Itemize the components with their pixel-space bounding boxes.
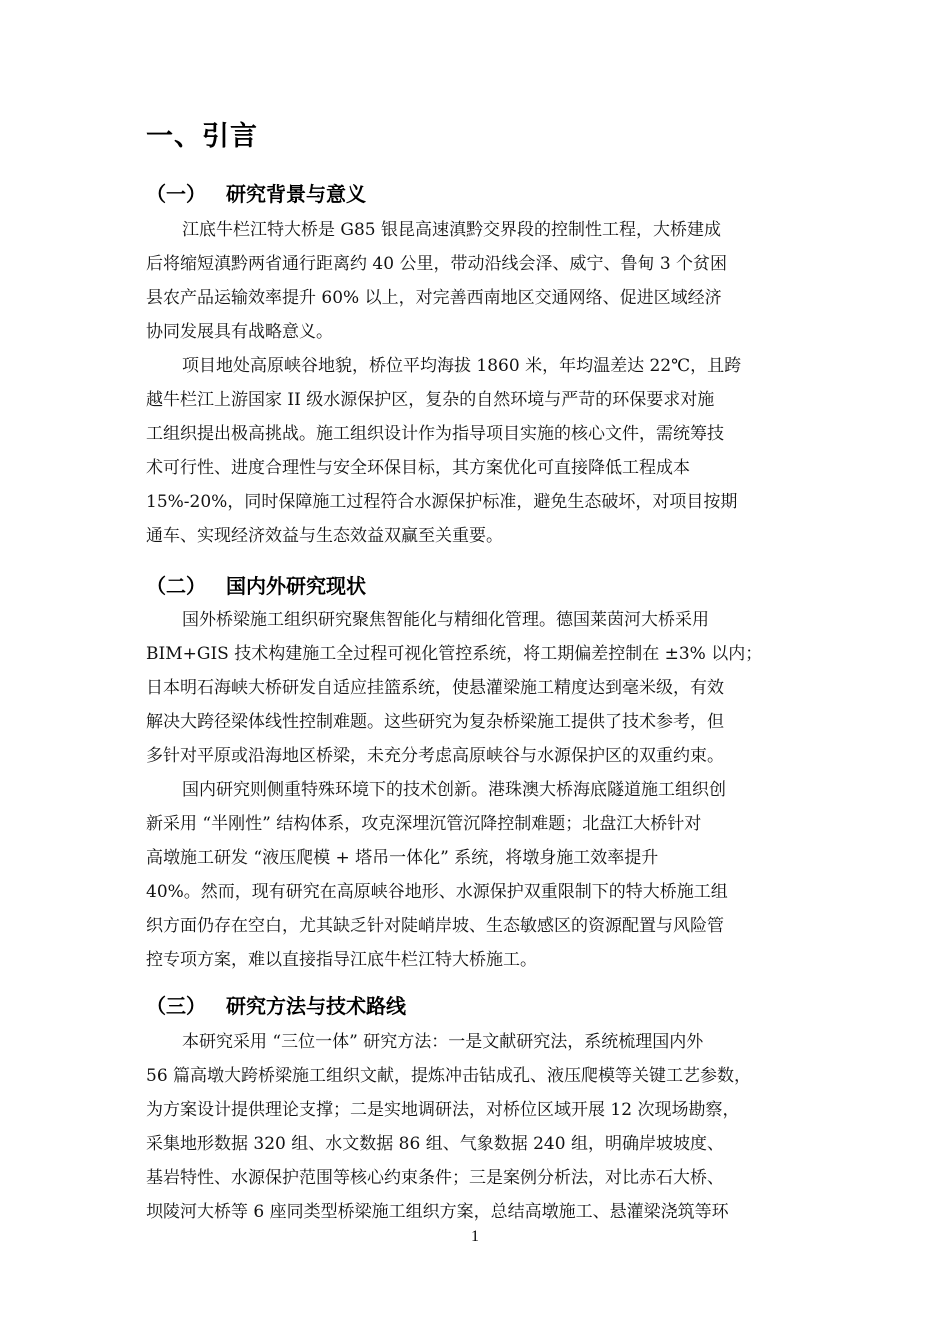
paragraph-line: 高墩施工研发 “液压爬模 + 塔吊一体化” 系统，将墩身施工效率提升 (146, 848, 659, 868)
paragraph-line: 江底牛栏江特大桥是 G85 银昆高速滇黔交界段的控制性工程，大桥建成 (182, 220, 722, 240)
section-number: （二） (146, 574, 206, 598)
paragraph-line: 日本明石海峡大桥研发自适应挂篮系统，使悬灌梁施工精度达到毫米级，有效 (146, 678, 724, 698)
paragraph-line: 县农产品运输效率提升 60% 以上，对完善西南地区交通网络、促进区域经济 (146, 288, 722, 308)
paragraph-line: 为方案设计提供理论支撑；二是实地调研法，对桥位区域开展 12 次现场勘察， (146, 1100, 740, 1120)
paragraph-line: 术可行性、进度合理性与安全环保目标，其方案优化可直接降低工程成本 (146, 458, 690, 478)
paragraph-line: 基岩特性、水源保护范围等核心约束条件；三是案例分析法，对比赤石大桥、 (146, 1168, 724, 1188)
section-number: （三） (146, 994, 206, 1018)
paragraph-line: 控专项方案，难以直接指导江底牛栏江特大桥施工。 (146, 950, 537, 970)
page-number: 1 (471, 1228, 479, 1245)
paragraph-line: 后将缩短滇黔两省通行距离约 40 公里，带动沿线会泽、威宁、鲁甸 3 个贫困 (146, 254, 728, 274)
section-heading-methods (146, 990, 406, 1019)
paragraph-line: 坝陵河大桥等 6 座同类型桥梁施工组织方案，总结高墩施工、悬灌梁浇筑等环 (146, 1202, 729, 1222)
paragraph-line: 解决大跨径梁体线性控制难题。这些研究为复杂桥梁施工提供了技术参考，但 (146, 712, 724, 732)
paragraph-line: 协同发展具有战略意义。 (146, 322, 333, 342)
section-title: 国内外研究现状 (226, 574, 366, 598)
paragraph-line: 新采用 “半刚性” 结构体系，攻克深埋沉管沉降控制难题；北盘江大桥针对 (146, 814, 702, 834)
paragraph-line: 本研究采用 “三位一体” 研究方法：一是文献研究法，系统梳理国内外 (182, 1032, 704, 1052)
paragraph-line: 国内研究则侧重特殊环境下的技术创新。港珠澳大桥海底隧道施工组织创 (182, 780, 726, 800)
paragraph-line: 工组织提出极高挑战。施工组织设计作为指导项目实施的核心文件，需统筹技 (146, 424, 724, 444)
paragraph-line: 采集地形数据 320 组、水文数据 86 组、气象数据 240 组，明确岸坡坡度、 (146, 1134, 724, 1154)
paragraph-line: 织方面仍存在空白，尤其缺乏针对陡峭岸坡、生态敏感区的资源配置与风险管 (146, 916, 724, 936)
section-heading-research-status (146, 570, 366, 599)
paragraph-line: 项目地处高原峡谷地貌，桥位平均海拔 1860 米，年均温差达 22℃，且跨 (182, 356, 742, 376)
paragraph-line: 多针对平原或沿海地区桥梁，未充分考虑高原峡谷与水源保护区的双重约束。 (146, 746, 724, 766)
paragraph-line: 56 篇高墩大跨桥梁施工组织文献，提炼冲击钻成孔、液压爬模等关键工艺参数， (146, 1066, 752, 1086)
chapter-heading: 一、引言 (146, 121, 258, 152)
section-heading-background (146, 178, 366, 207)
paragraph-line: 15%-20%，同时保障施工过程符合水源保护标准，避免生态破坏，对项目按期 (146, 492, 738, 512)
paragraph-line: BIM+GIS 技术构建施工全过程可视化管控系统，将工期偏差控制在 ±3% 以内； (146, 644, 763, 664)
paragraph-line: 通车、实现经济效益与生态效益双赢至关重要。 (146, 526, 503, 546)
section-title: 研究方法与技术路线 (226, 994, 406, 1018)
section-title: 研究背景与意义 (226, 182, 366, 206)
paragraph-line: 越牛栏江上游国家 II 级水源保护区，复杂的自然环境与严苛的环保要求对施 (146, 390, 715, 410)
section-number: （一） (146, 182, 206, 206)
paragraph-line: 国外桥梁施工组织研究聚焦智能化与精细化管理。德国莱茵河大桥采用 (182, 610, 709, 630)
paragraph-line: 40%。然而，现有研究在高原峡谷地形、水源保护双重限制下的特大桥施工组 (146, 882, 728, 902)
